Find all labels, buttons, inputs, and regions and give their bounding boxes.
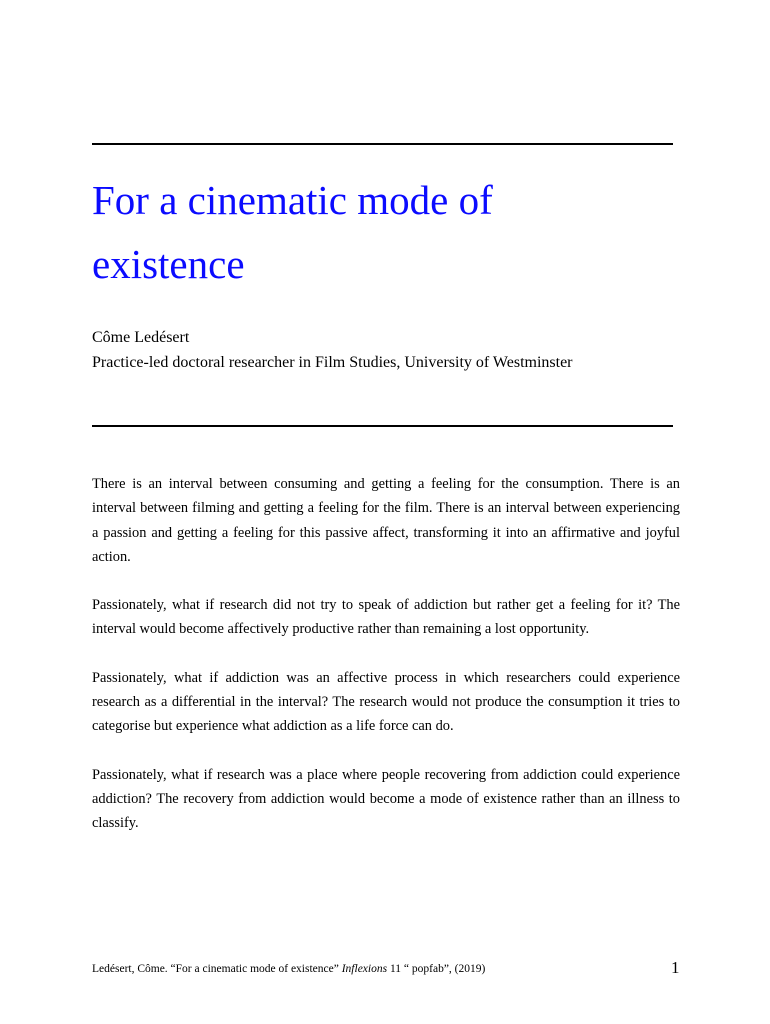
title-line-1: For a cinematic mode of [92,177,493,223]
title-line-2: existence [92,241,245,287]
article-body [92,472,680,860]
citation-suffix: 11 “ popfab”, (2019) [387,963,486,975]
author-name: Côme Ledésert [92,329,190,346]
paragraph-3: Passionately, what if addiction was an affective process in which researchers could experience research as a differential in the interval? The research would not produce the consumption it tries to categorise but experience what addiction as a life force can do. [92,669,680,735]
top-divider [92,143,673,145]
section-divider [92,425,673,427]
author-block [92,325,712,375]
citation-prefix: Ledésert, Côme. “For a cinematic mode of existence” [92,963,342,975]
paragraph-2: Passionately, what if research did not try to speak of addiction but rather get a feeling for it? The interval would become affectively productive rather than remaining a lost opportunity. [92,597,680,638]
footer-citation [92,961,692,977]
paragraph-1: There is an interval between consuming and getting a feeling for the consumption. There is an interval between filming and getting a feeling for the film. There is an interval between experiencing a passion and getting a feeling for this passive affect, transforming it into an affirmative and joyful action. [92,476,680,565]
page-title [92,168,692,296]
journal-name: Inflexions [341,963,388,975]
author-affiliation: Practice-led doctoral researcher in Film Studies, University of Westminster [92,354,573,371]
paragraph-4: Passionately, what if research was a place where people recovering from addiction could experience addiction? The recovery from addiction would become a mode of existence rather than an illness to classify. [92,766,680,832]
page-number: 1 [671,958,680,977]
